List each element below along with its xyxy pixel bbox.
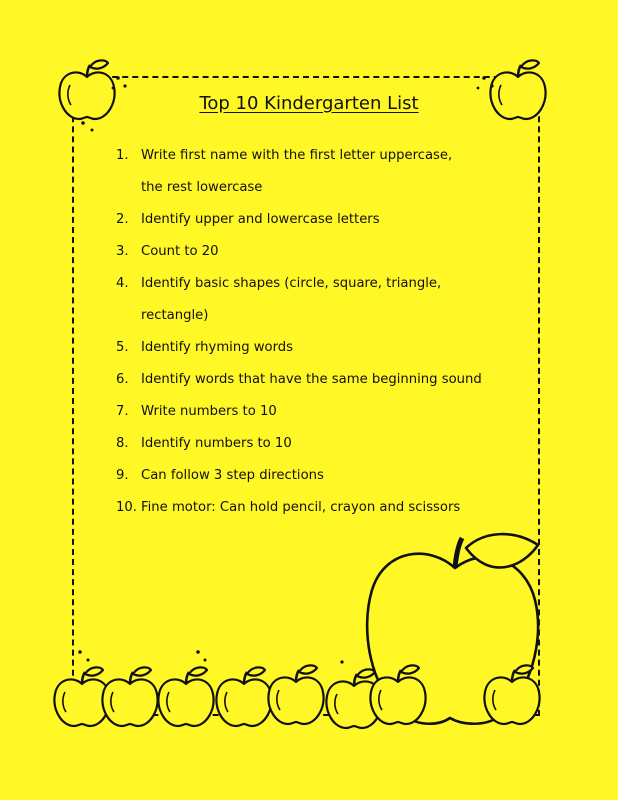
item-number: 6. bbox=[116, 372, 129, 387]
item-text-continued: rectangle) bbox=[141, 308, 209, 323]
item-text: Write first name with the first letter uppercase, bbox=[141, 148, 453, 163]
item-text: Identify basic shapes (circle, square, triangle, bbox=[141, 276, 442, 291]
apple-icon bbox=[490, 60, 545, 119]
item-text: Identify words that have the same beginning sound bbox=[141, 372, 482, 387]
item-text: Identify upper and lowercase letters bbox=[141, 212, 380, 227]
item-text: Identify rhyming words bbox=[141, 340, 294, 355]
item-text: Fine motor: Can hold pencil, crayon and scissors bbox=[141, 500, 461, 515]
item-text: Can follow 3 step directions bbox=[141, 468, 324, 483]
apple-icon bbox=[102, 667, 157, 726]
apple-icon bbox=[216, 667, 271, 726]
apple-icon bbox=[54, 667, 109, 726]
item-text-continued: the rest lowercase bbox=[141, 180, 263, 195]
item-text: Identify numbers to 10 bbox=[141, 436, 292, 451]
item-number: 2. bbox=[116, 212, 129, 227]
item-number: 10. bbox=[116, 500, 137, 515]
item-number: 8. bbox=[116, 436, 129, 451]
item-text: Write numbers to 10 bbox=[141, 404, 277, 419]
apple-icon bbox=[59, 60, 114, 119]
item-number: 9. bbox=[116, 468, 129, 483]
item-number: 7. bbox=[116, 404, 129, 419]
item-number: 5. bbox=[116, 340, 129, 355]
item-text: Count to 20 bbox=[141, 244, 219, 259]
item-number: 3. bbox=[116, 244, 129, 259]
item-number: 1. bbox=[116, 148, 129, 163]
apple-icon bbox=[268, 665, 323, 724]
page-title: Top 10 Kindergarten List bbox=[199, 93, 419, 114]
apple-icon bbox=[158, 667, 213, 726]
item-number: 4. bbox=[116, 276, 129, 291]
